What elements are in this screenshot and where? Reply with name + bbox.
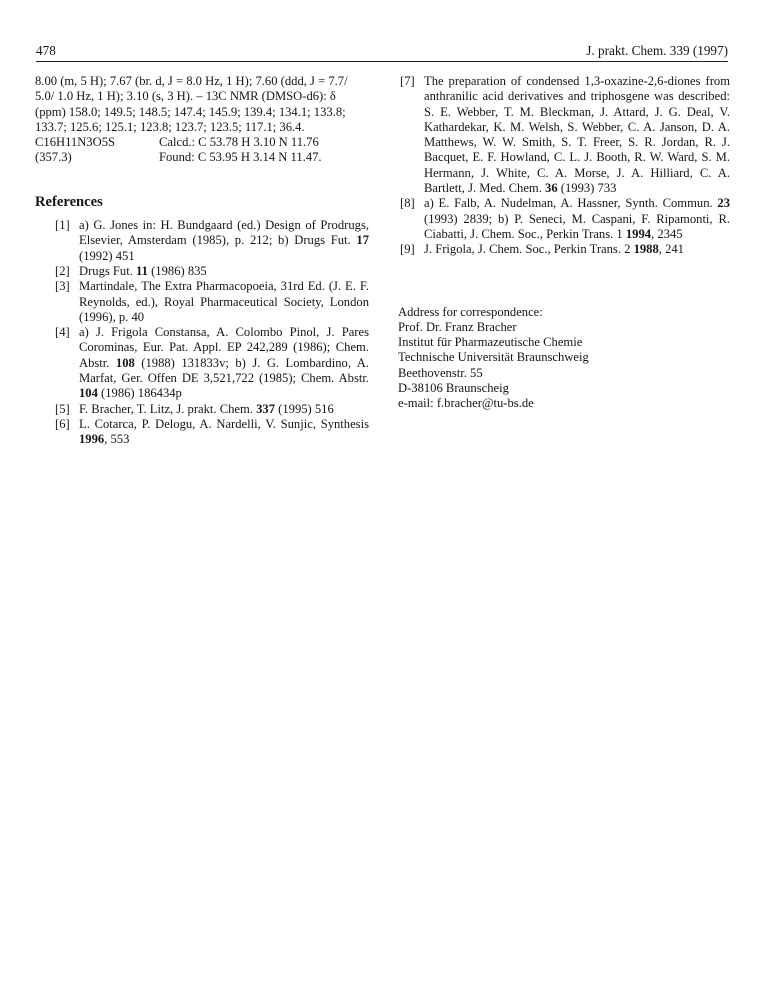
left-column [35, 74, 369, 448]
reference-8: [8] a) E. Falb, A. Nudelman, A. Hassner, Synth. Commun. 23 (1993) 2839; b) P. Seneci, M. Caspani, F. Ripamonti, R. Ciabatti, J. Chem. Soc., Perkin Trans. 1 1994, 2345 [400, 196, 730, 241]
molecular-formula: C16H11N3O5S [35, 135, 116, 150]
page-number: 478 [36, 43, 56, 58]
reference-9: [9] J. Frigola, J. Chem. Soc., Perkin Trans. 2 1988, 241 [400, 242, 684, 257]
calculated-values: Calcd.: C 53.78 H 3.10 N 11.76 [159, 135, 319, 150]
address-city: D-38106 Braunscheig [398, 381, 509, 396]
right-column [398, 74, 730, 412]
address-university: Technische Universität Braunschweig [398, 350, 589, 365]
found-values: Found: C 53.95 H 3.14 N 11.47. [159, 150, 322, 165]
reference-5: [5] F. Bracher, T. Litz, J. prakt. Chem. 337 (1995) 516 [55, 401, 334, 416]
reference-2: [2] Drugs Fut. 11 (1986) 835 [55, 263, 207, 278]
address-name: Prof. Dr. Franz Bracher [398, 319, 517, 334]
running-header [36, 43, 728, 61]
reference-6: [6] L. Cotarca, P. Delogu, A. Nardelli, V. Sunjic, Synthesis 1996, 553 [55, 416, 369, 447]
nmr-line-1: 8.00 (m, 5 H); 7.67 (br. d, J = 8.0 Hz, 1 H); 7.60 (ddd, J = 7.7/ [35, 74, 348, 88]
journal-citation: J. prakt. Chem. 339 (1997) [586, 43, 728, 58]
references-heading: References [35, 193, 103, 210]
reference-4: [4] a) J. Frigola Constansa, A. Colombo Pinol, J. Pares Corominas, Eur. Pat. Appl. EP 242,289 (1986); Chem. Abstr. 108 (1988) 131833v; b) J. G. Lombardino, A. Marfat, Ger. Offen DE 3,521,722 (1985); Chem. Abstr. 104 (1986) 186434p [55, 325, 369, 401]
address-email: e-mail: f.bracher@tu-bs.de [398, 396, 534, 411]
header-rule [36, 61, 728, 62]
nmr-data [35, 74, 369, 135]
nmr-line-3: (ppm) 158.0; 149.5; 148.5; 147.4; 145.9; 139.4; 134.1; 133.8; [35, 104, 346, 119]
address-institute: Institut für Pharmazeutische Chemie [398, 335, 583, 350]
reference-7: [7] The preparation of condensed 1,3-oxazine-2,6-diones from anthranilic acid derivatives and triphosgene was described: S. E. Webber, T. M. Bleckman, J. Attard, J. G. Deal, V. Kathardekar, K. M. Welsh, S. Webber, C. A. Janson, D. A. Matthews, W. W. Smith, S. T. Freer, S. R. Jordan, R. J. Bacquet, E. F. Howland, C. L. J. Booth, R. W. Ward, S. M. Hermann, J. White, C. A. Morse, J. A. Hilliard, C. A. Bartlett, J. Med. Chem. 36 (1993) 733 [400, 74, 730, 196]
reference-3: [3] Martindale, The Extra Pharmacopoeia, 31rd Ed. (J. E. F. Reynolds, ed.), Royal Pharmaceutical Society, London (1996), p. 40 [55, 279, 369, 324]
elemental-analysis [35, 135, 369, 166]
molecular-weight: (357.3) [35, 150, 72, 165]
nmr-line-4: 133.7; 125.6; 125.1; 123.8; 123.7; 123.5; 117.1; 36.4. [35, 119, 305, 134]
reference-1: [1] a) G. Jones in: H. Bundgaard (ed.) Design of Prodrugs, Elsevier, Amsterdam (1985), p. 212; b) Drugs Fut. 17 (1992) 451 [55, 218, 369, 263]
address-street: Beethovenstr. 55 [398, 365, 483, 380]
correspondence-address [398, 305, 730, 412]
address-heading: Address for correspondence: [398, 304, 543, 319]
nmr-line-2: 5.0/ 1.0 Hz, 1 H); 3.10 (s, 3 H). – 13C NMR (DMSO-d6): δ [35, 89, 336, 104]
